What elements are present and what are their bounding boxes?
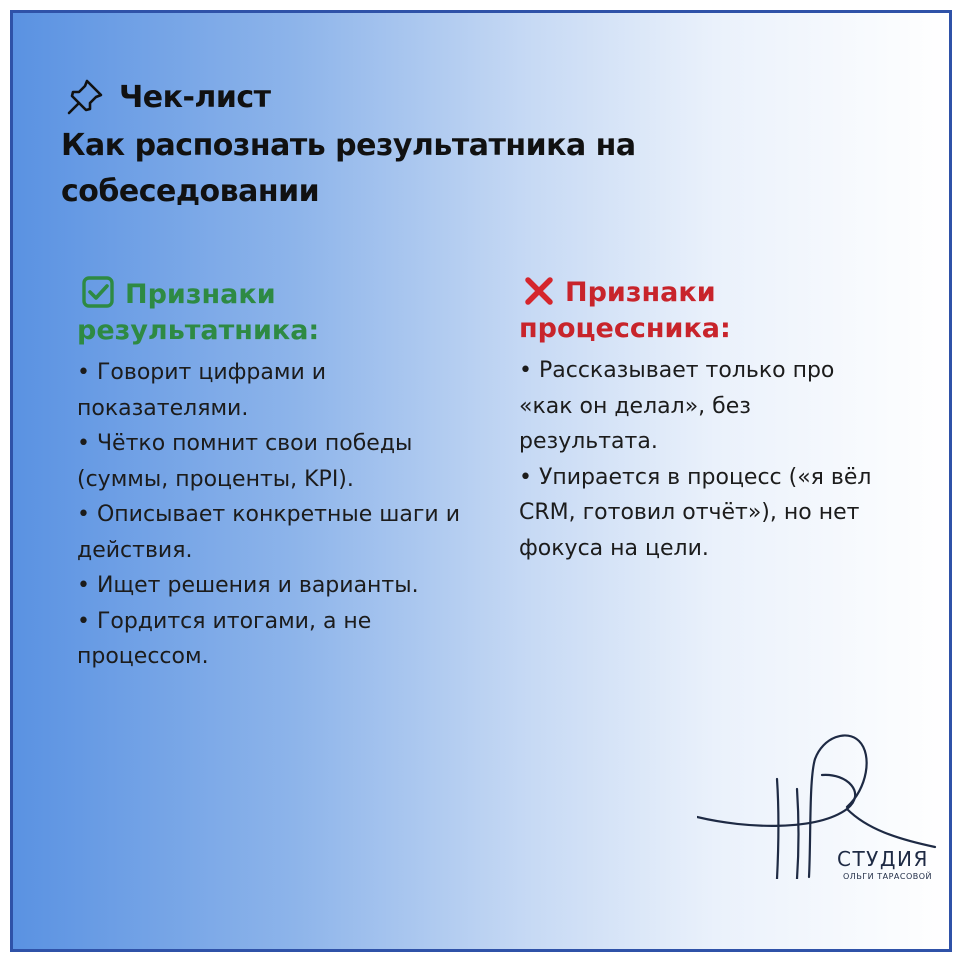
list-item: • Говорит цифрами и показателями. [77, 360, 327, 421]
cross-mark-icon [523, 275, 555, 307]
pushpin-icon [65, 77, 105, 117]
process-oriented-heading [519, 275, 879, 347]
result-oriented-column [77, 275, 497, 675]
process-oriented-list [519, 353, 879, 566]
process-oriented-heading-text: Признаки процессника: [519, 277, 731, 344]
logo-wordmark: СТУДИЯ [837, 847, 929, 871]
process-oriented-column [519, 275, 879, 566]
checklist-card [10, 10, 952, 952]
result-oriented-list [77, 355, 497, 675]
list-item: • Упирается в процесс («я вёл CRM, готовил отчёт»), но нет фокуса на цели. [519, 464, 872, 561]
result-oriented-heading [77, 275, 497, 349]
subtitle: Как распознать результатника на собеседовании [61, 128, 636, 209]
list-item: • Ищет решения и варианты. [77, 573, 419, 598]
check-box-icon [81, 275, 115, 309]
list-item: • Чётко помнит свои победы (суммы, проценты, KPI). [77, 431, 413, 492]
title: Чек-лист [119, 79, 271, 115]
header [61, 75, 681, 215]
logo-subline: ОЛЬГИ ТАРАСОВОЙ [843, 872, 933, 881]
list-item: • Рассказывает только про «как он делал», без результата. [519, 358, 835, 454]
list-item: • Описывает конкретные шаги и действия. [77, 502, 461, 563]
studio-logo [697, 729, 937, 909]
list-item: • Гордится итогами, а не процессом. [77, 608, 372, 669]
result-oriented-heading-text: Признаки результатника: [77, 279, 320, 346]
